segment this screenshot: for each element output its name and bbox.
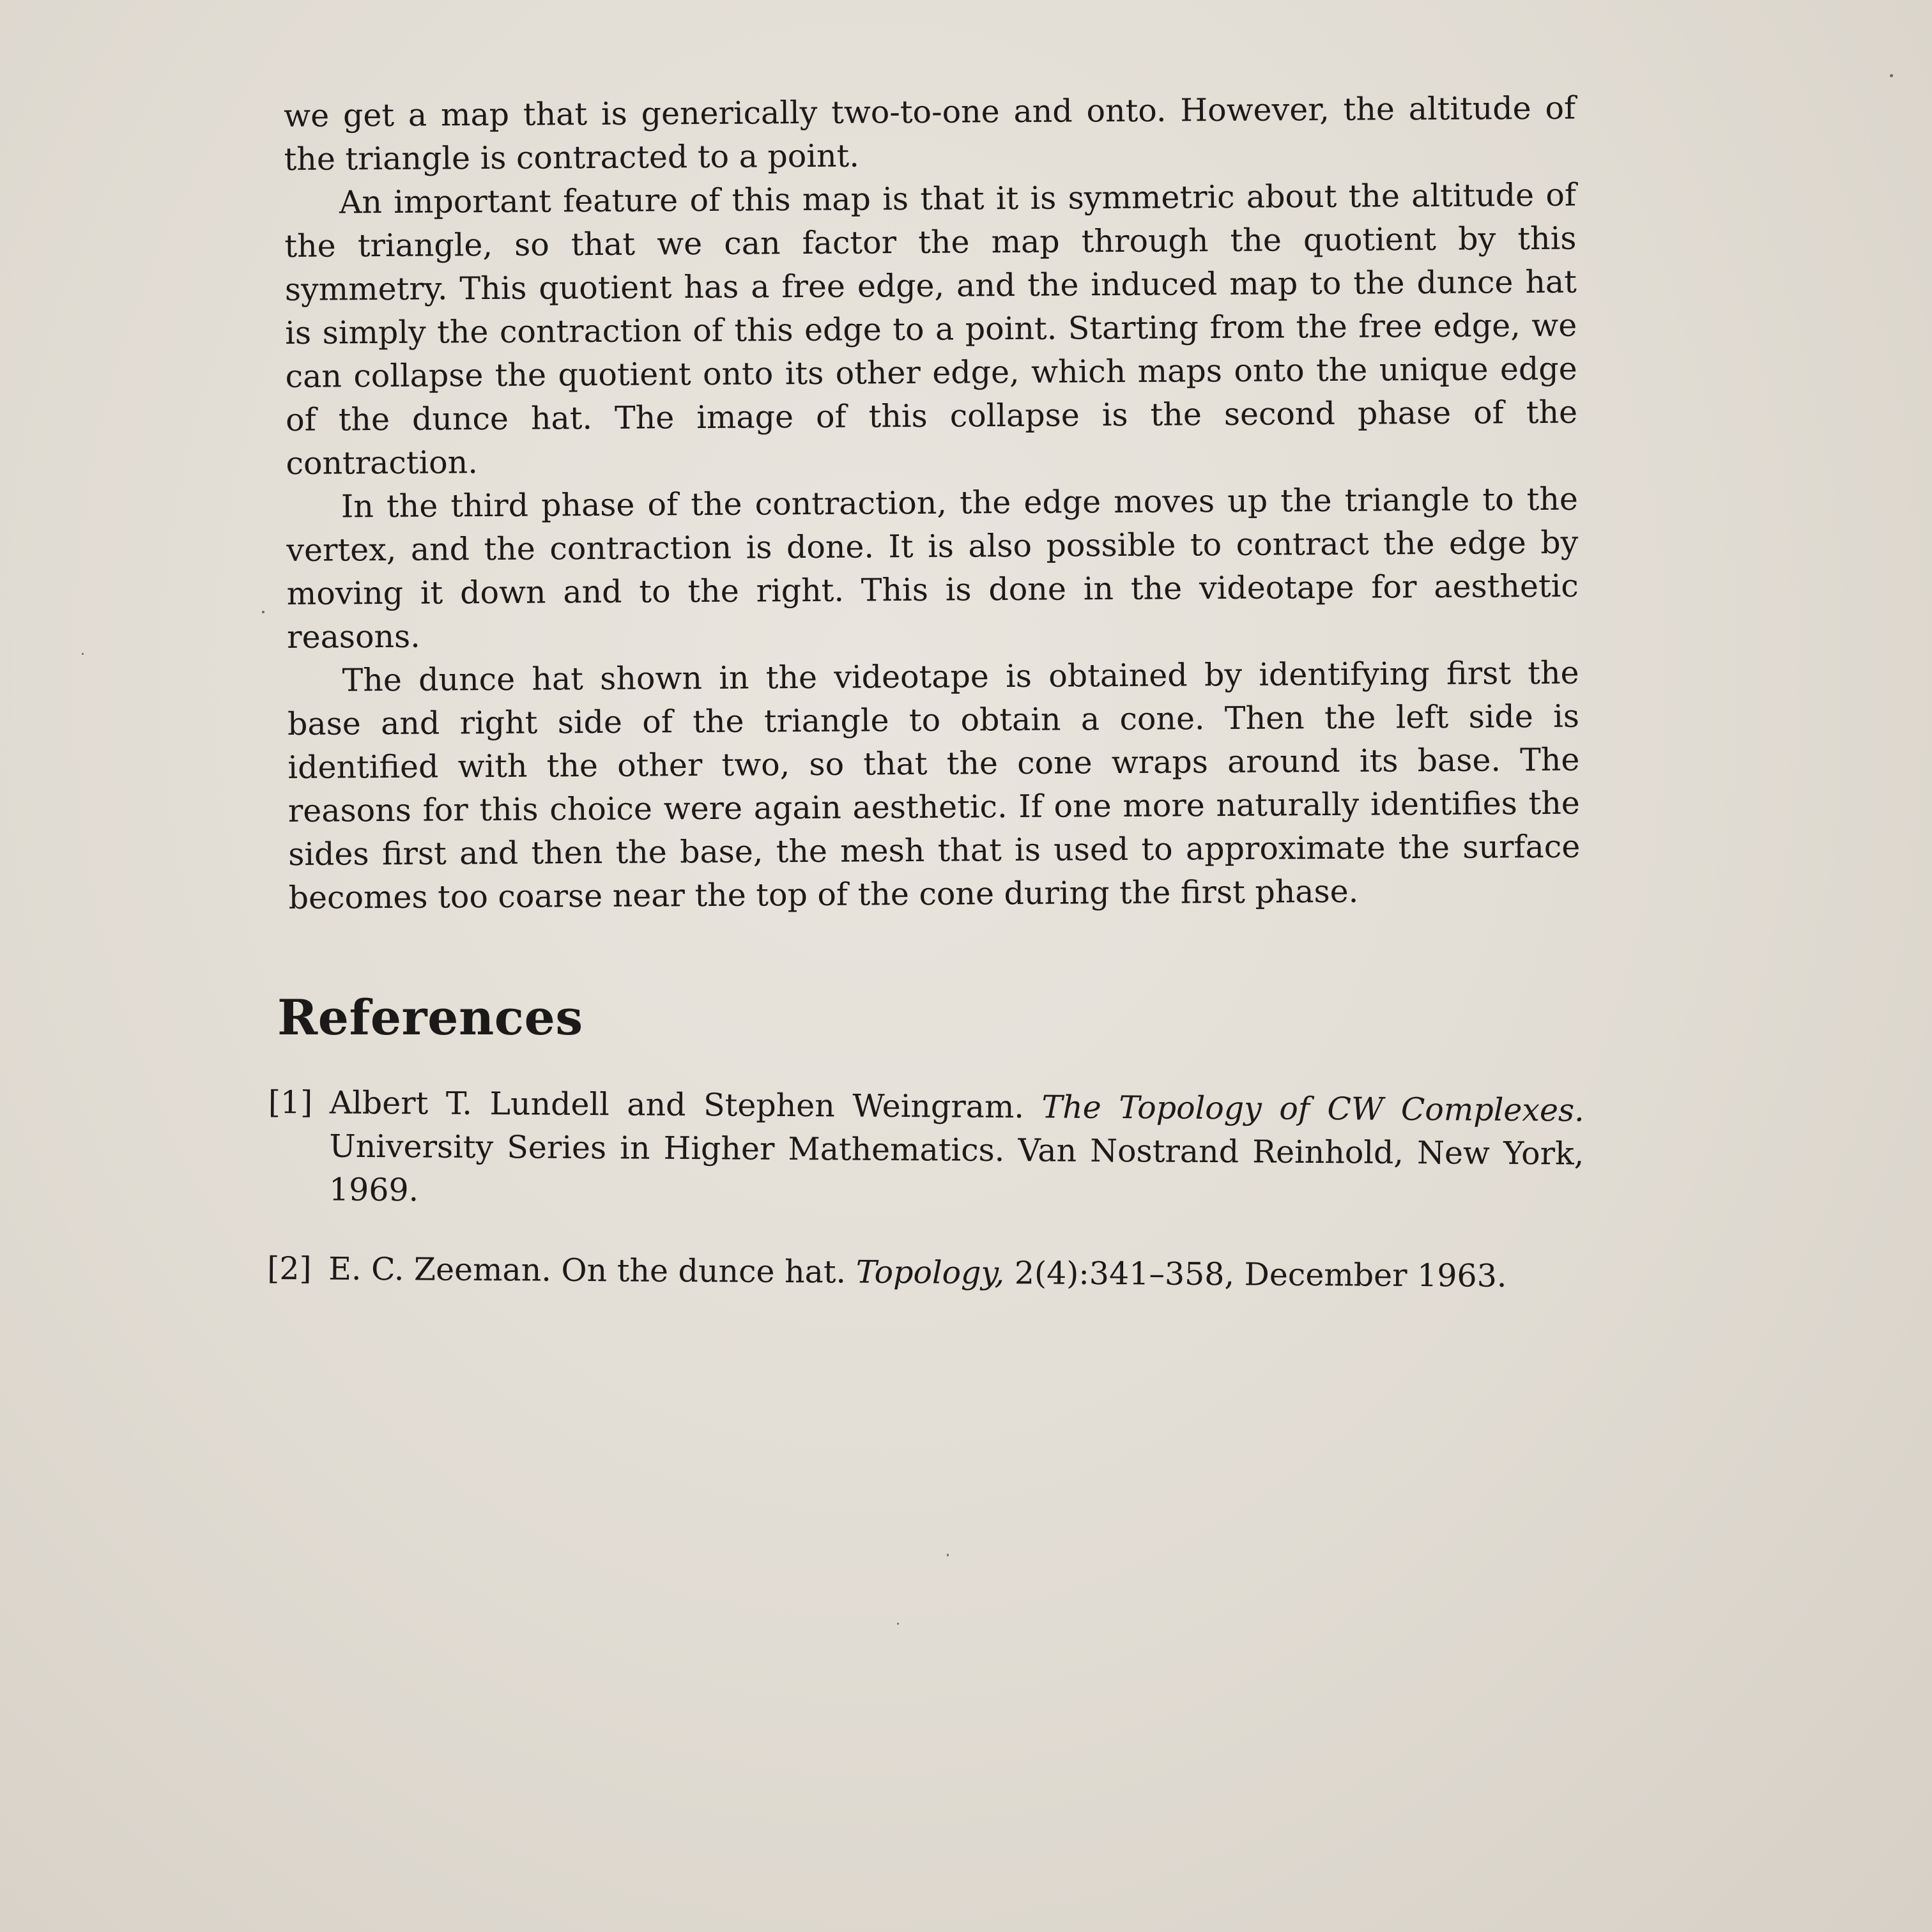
- paragraph: The dunce hat shown in the videotape is obtained by identifying first the base and right side of the triangle to obtain a cone. Then the left side is identified with the other two, so that the cone wraps around its base. The reasons for this choice were again aesthetic. If one more naturally identifies the sides first and then the base, the mesh that is used to approximate the surface becomes too coarse near the top of the cone during the first phase.: [287, 654, 1581, 916]
- paper-speck: [262, 611, 264, 613]
- paper-speck: [897, 1623, 899, 1625]
- reference-label: [1]: [268, 1084, 313, 1121]
- reference-details: 2(4):341–358, December 1963.: [1014, 1255, 1507, 1294]
- reference-text: [328, 1248, 1583, 1299]
- reference-label: [2]: [267, 1250, 312, 1287]
- reference-item-2: [267, 1247, 1583, 1299]
- reference-authors: E. C. Zeeman. On the dunce hat.: [328, 1250, 847, 1291]
- reference-title: Topology,: [855, 1254, 1005, 1292]
- paragraph: In the third phase of the contraction, the edge moves up the triangle to the vertex, and the contraction is done. It is also possible to contract the edge by moving it down and to the right. This is done in the videotape for aesthetic reasons.: [286, 480, 1579, 656]
- paper-speck: [1890, 74, 1893, 77]
- reference-title: The Topology of CW Complexes.: [1041, 1089, 1584, 1129]
- reference-text: [329, 1082, 1584, 1220]
- paragraph: we get a map that is generically two-to-one and onto. However, the altitude of the triangle is contracted to a point.: [284, 89, 1576, 178]
- reference-details: University Series in Higher Mathematics. Van Nostrand Reinhold, New York, 1969.: [328, 1128, 1584, 1209]
- body-text: [284, 87, 1581, 920]
- reference-item-1: [268, 1081, 1584, 1220]
- references-heading: References: [277, 989, 583, 1046]
- reference-list: [267, 1081, 1584, 1335]
- paper-speck: [82, 653, 84, 655]
- reference-authors: Albert T. Lundell and Stephen Weingram.: [329, 1084, 1025, 1126]
- paragraph: An important feature of this map is that it is symmetric about the altitude of the triangle, so that we can factor the map through the quotient by this symmetry. This quotient has a free edge, and the induced map to the dunce hat is simply the contraction of this edge to a point. Starting from the free edge, we can collapse the quotient onto its other edge, which maps onto the unique edge of the dunce hat. The image of this collapse is the second phase of the contraction.: [284, 176, 1578, 482]
- paper-speck: [947, 1554, 949, 1556]
